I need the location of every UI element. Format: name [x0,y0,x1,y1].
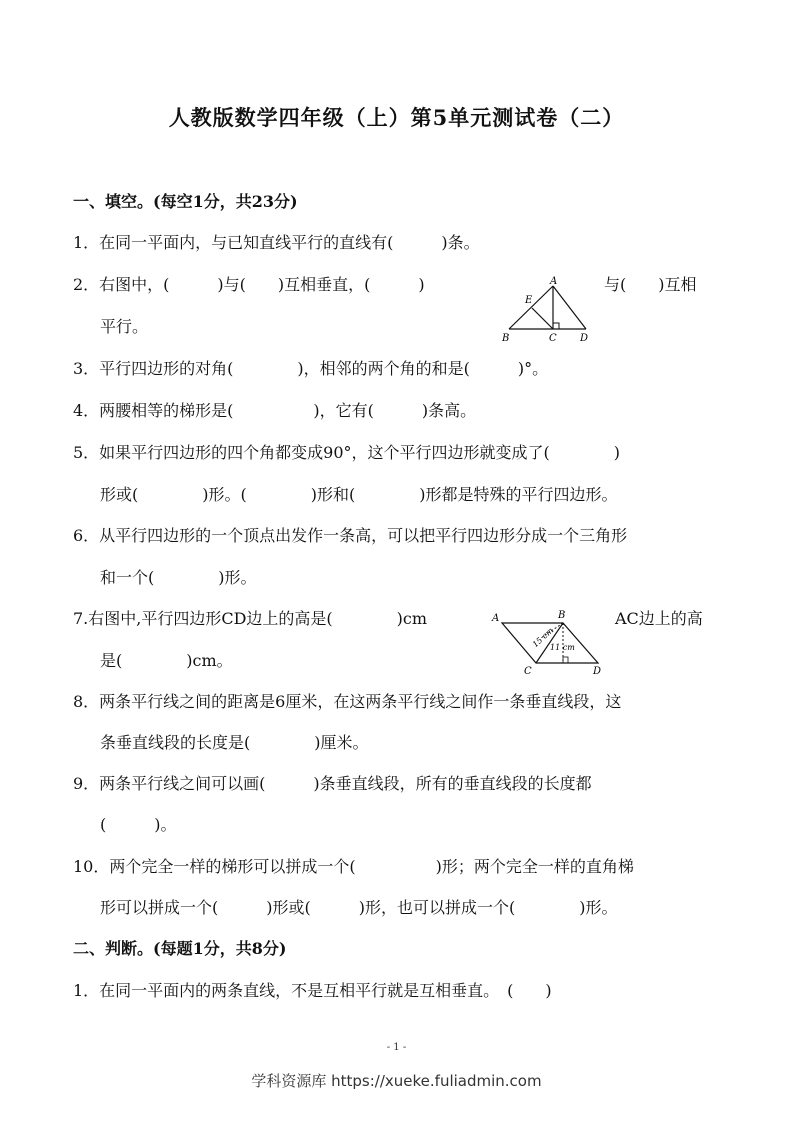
question-4: 4．两腰相等的梯形是( )，它有( )条高。 [73,401,477,420]
question-8: 8．两条平行线之间的距离是6厘米，在这两条平行线之间作一条垂直线段，这 [73,692,622,711]
figure2-length-15: 15 cm [530,625,556,650]
question-2-end: 平行。 [100,317,149,336]
question-5: 5．如果平行四边形的四个角都变成90°，这个平行四边形就变成了( ) [73,443,621,462]
question-3: 3．平行四边形的对角( )，相邻的两个角的和是( )°。 [73,359,549,378]
figure1-label-d: D [580,333,589,344]
triangle-figure [495,272,595,344]
section-2-heading: 二、判断。(每题1分，共8分) [73,939,287,958]
figure1-label-a: A [550,276,558,287]
figure2-length-11: 11 cm [550,643,575,652]
question-6: 6．从平行四边形的一个顶点出发作一条高，可以把平行四边形分成一个三角形 [73,526,628,545]
question-10: 10．两个完全一样的梯形可以拼成一个( )形；两个完全一样的直角梯 [73,857,634,876]
judge-question-1: 1．在同一平面内的两条直线，不是互相平行就是互相垂直。 ( ) [73,981,552,1000]
question-2: 2．右图中，( )与( )互相垂直，( ) [73,275,425,294]
question-8-continued: 条垂直线段的长度是( )厘米。 [100,733,369,752]
question-5-continued: 形或( )形。( )形和( )形都是特殊的平行四边形。 [100,485,618,504]
figure1-label-c: C [549,333,557,344]
footer-watermark: 学科资源库 https://xueke.fuliadmin.com [251,1072,542,1090]
question-10-continued: 形可以拼成一个( )形或( )形，也可以拼成一个( )形。 [100,898,618,917]
question-7-continued: AC边上的高 [615,609,703,628]
question-7: 7.右图中,平行四边形CD边上的高是( )cm [73,609,428,628]
question-2-continued: 与( )互相 [604,275,697,294]
question-6-continued: 和一个( )形。 [100,568,257,587]
figure2-label-b: B [558,610,566,621]
figure1-label-e: E [525,295,533,306]
figure2-label-a: A [492,613,500,624]
parallelogram-figure [488,608,608,674]
page-title: 人教版数学四年级（上）第5单元测试卷（二） [168,105,625,130]
question-1: 1．在同一平面内，与已知直线平行的直线有( )条。 [73,233,480,252]
question-7-end: 是( )cm。 [100,651,233,670]
section-1-heading: 一、填空。(每空1分，共23分) [73,192,298,211]
figure2-label-d: D [593,666,602,674]
question-9: 9．两条平行线之间可以画( )条垂直线段，所有的垂直线段的长度都 [73,774,592,793]
page-number: - 1 - [386,1042,407,1053]
figure2-label-c: C [524,666,532,674]
figure1-label-b: B [502,333,510,344]
question-9-continued: ( )。 [100,815,177,834]
